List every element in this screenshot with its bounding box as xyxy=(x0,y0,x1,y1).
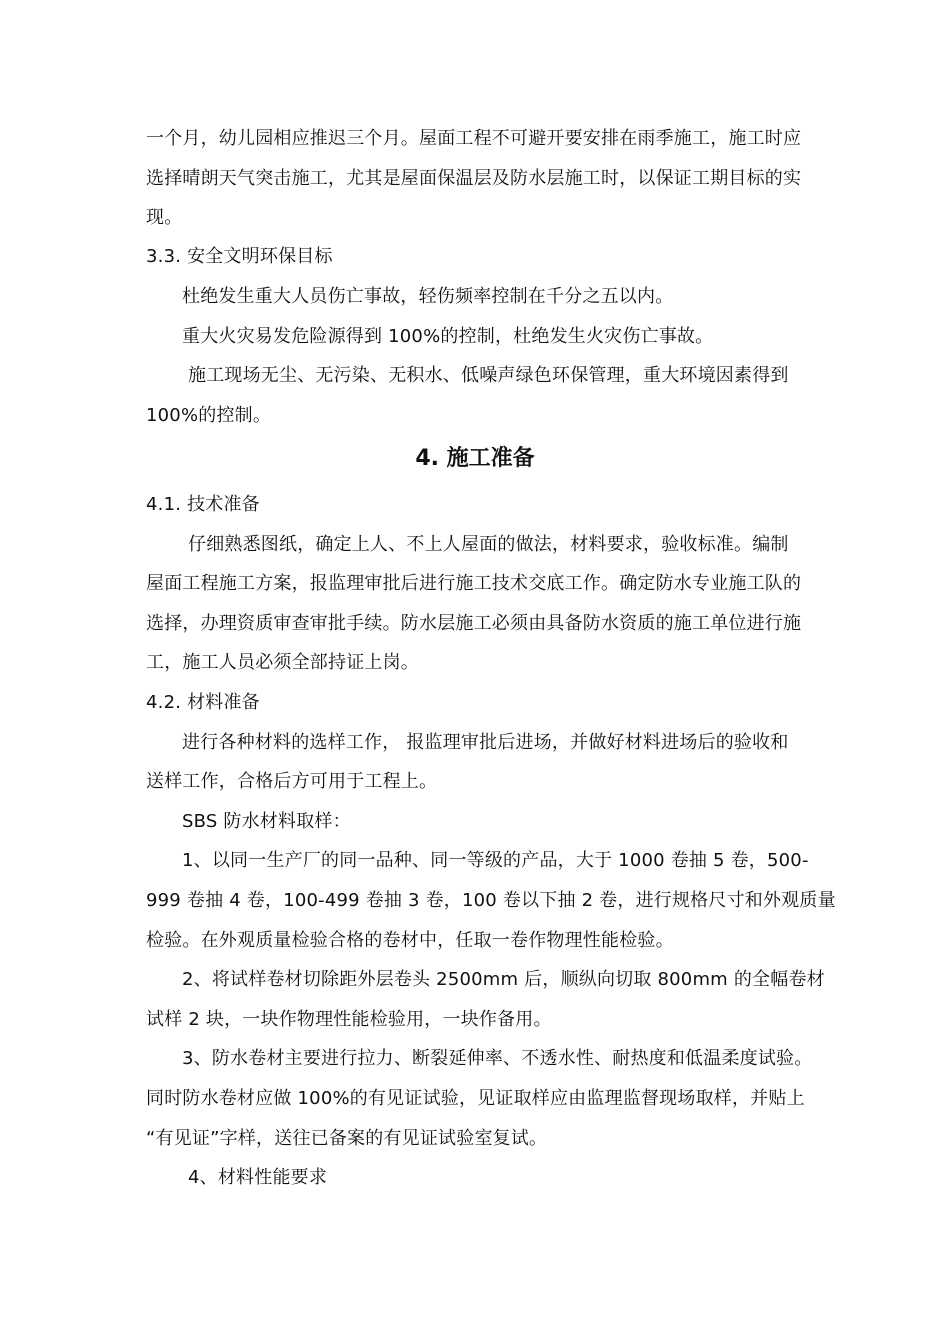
paragraph-line: 施工现场无尘、无污染、无积水、低噪声绿色环保管理，重大环境因素得到 xyxy=(188,365,789,386)
paragraph-line: 同时防水卷材应做 100%的有见证试验，见证取样应由监理监督现场取样，并贴上 xyxy=(146,1088,805,1109)
paragraph-line: 进行各种材料的选样工作， 报监理审批后进场，并做好材料进场后的验收和 xyxy=(182,732,789,753)
paragraph-line: 送样工作，合格后方可用于工程上。 xyxy=(146,771,438,792)
paragraph-line: 工，施工人员必须全部持证上岗。 xyxy=(146,652,419,673)
paragraph-line: 重大火灾易发危险源得到 100%的控制，杜绝发生火灾伤亡事故。 xyxy=(182,326,714,347)
paragraph-line: 3、防水卷材主要进行拉力、断裂延伸率、不透水性、耐热度和低温柔度试验。 xyxy=(182,1048,813,1069)
section-heading-4-2: 4.2. 材料准备 xyxy=(146,692,260,713)
section-heading-3-3: 3.3. 安全文明环保目标 xyxy=(146,246,333,267)
paragraph-line: 100%的控制。 xyxy=(146,405,272,426)
section-heading-4-1: 4.1. 技术准备 xyxy=(146,494,260,515)
paragraph-line: 选择晴朗天气突击施工，尤其是屋面保温层及防水层施工时，以保证工期目标的实 xyxy=(146,168,802,189)
paragraph-line: 选择，办理资质审查审批手续。防水层施工必须由具备防水资质的施工单位进行施 xyxy=(146,613,802,634)
paragraph-line: 1、以同一生产厂的同一品种、同一等级的产品，大于 1000 卷抽 5 卷，500- xyxy=(182,850,809,871)
paragraph-line: 4、材料性能要求 xyxy=(188,1167,328,1188)
paragraph-line: 一个月，幼儿园相应推迟三个月。屋面工程不可避开要安排在雨季施工，施工时应 xyxy=(146,128,802,149)
chapter-heading-4: 4. 施工准备 xyxy=(415,446,535,471)
paragraph-line: 现。 xyxy=(146,207,183,228)
paragraph-line: 2、将试样卷材切除距外层卷头 2500mm 后，顺纵向切取 800mm 的全幅卷材 xyxy=(182,969,825,990)
paragraph-line: 仔细熟悉图纸，确定上人、不上人屋面的做法，材料要求，验收标准。编制 xyxy=(188,534,789,555)
paragraph-line: SBS 防水材料取样： xyxy=(182,811,351,832)
paragraph-line: 杜绝发生重大人员伤亡事故，轻伤频率控制在千分之五以内。 xyxy=(182,286,674,307)
paragraph-line: “有见证”字样，送往已备案的有见证试验室复试。 xyxy=(146,1128,548,1149)
paragraph-line: 屋面工程施工方案，报监理审批后进行施工技术交底工作。确定防水专业施工队的 xyxy=(146,573,802,594)
paragraph-line: 999 卷抽 4 卷，100-499 卷抽 3 卷，100 卷以下抽 2 卷，进行规格尺寸和外观质量 xyxy=(146,890,836,911)
paragraph-line: 试样 2 块，一块作物理性能检验用，一块作备用。 xyxy=(146,1009,552,1030)
paragraph-line: 检验。在外观质量检验合格的卷材中，任取一卷作物理性能检验。 xyxy=(146,930,674,951)
